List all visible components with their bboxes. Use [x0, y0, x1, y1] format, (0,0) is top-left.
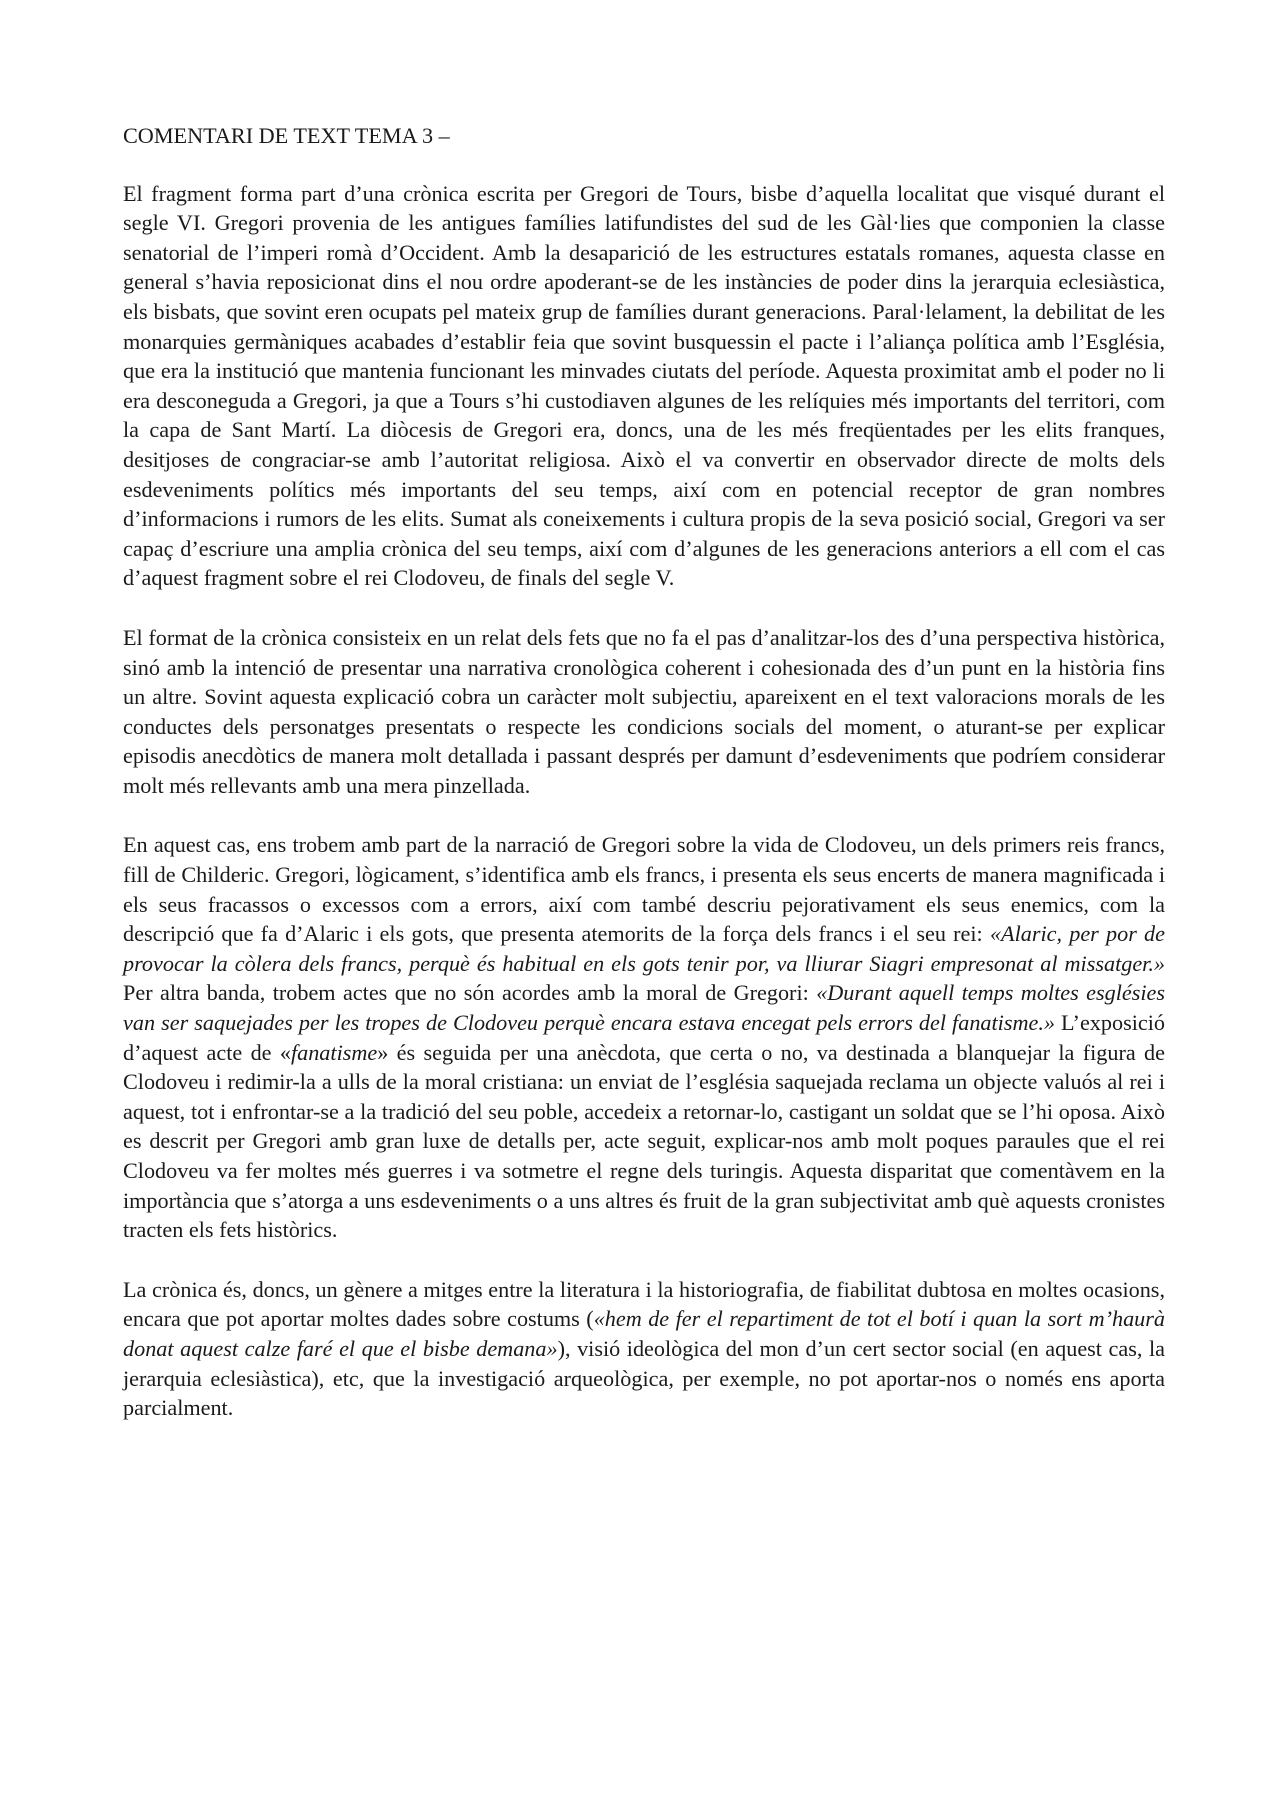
paragraph-2 [123, 623, 1165, 801]
paragraph-1 [123, 179, 1165, 593]
quote-alaric: «Alaric, per por de provocar la còlera dels francs, perquè és habitual en els gots tenir por, va lliurar Siagri empresonat al missatger.» [123, 921, 1165, 976]
paragraph-text: La crònica és, doncs, un gènere a mitges entre la literatura i la historiografia, de fiabilitat dubtosa en moltes ocasions, encara que pot aportar moltes dades sobre costums ( [123, 1276, 1165, 1332]
paragraph-3 [123, 830, 1165, 1244]
paragraph-4 [123, 1275, 1165, 1423]
quote-esglesies: «Durant aquell temps moltes esglésies van ser saquejades per les tropes de Clodoveu perquè encara estava encegat pels errors del fanatisme.» [123, 980, 1166, 1036]
emphasis-fanatisme: fanatisme [290, 1039, 378, 1065]
paragraph-text: El format de la crònica consisteix en un relat dels fets que no fa el pas d’analitzar-los des d’una perspectiva històrica, sinó amb la intenció de presentar una narrativa cronològica coherent i cohesionada des d’un punt en la història fins un altre. Sovint aquesta explicació cobra un caràcter molt subjectiu, apareixent en el text valoracions morals de les conductes dels personatges presentats o respecte les condicions socials del moment, o aturant-se per explicar episodis anecdòtics de manera molt detallada i passant després per damunt d’esdeveniments que podríem considerar molt més rellevants amb una mera pinzellada. [123, 624, 1165, 798]
document-body [123, 121, 1165, 1423]
paragraph-text: Per altra banda, trobem actes que no són acordes amb la moral de Gregori: [123, 980, 817, 1006]
paragraph-text: En aquest cas, ens trobem amb part de la narració de Gregori sobre la vida de Clodoveu, un dels primers reis francs, fill de Childeric. Gregori, lògicament, s’identifica amb els francs, i presenta els seus encerts de manera magnificada i els seus fracassos o excessos com a errors, així com també descriu pejorativament els seus enemics, com la descripció que fa d’Alaric i els gots, que presenta atemorits de la força dels francs i el seu rei: [123, 832, 1165, 947]
document-title: COMENTARI DE TEXT TEMA 3 – [123, 123, 450, 148]
paragraph-text: » és seguida per una anècdota, que certa o no, va destinada a blanquejar la figura de Clodoveu i redimir-la a ulls de la moral cristiana: un enviat de l’església saquejada reclama un objecte valuós al rei i aquest, tot i enfrontar-se a la tradició del seu poble, accedeix a retornar-lo, castigant un soldat que se l’hi oposa. Això es descrit per Gregori amb gran luxe de detalls per, acte seguit, explicar-nos amb molt poques paraules que el rei Clodoveu va fer moltes més guerres i va sotmetre el regne dels turingis. Aquesta disparitat que comentàvem en la importància que s’atorga a uns esdeveniments o a uns altres és fruit de la gran subjectivitat amb què aquests cronistes tracten els fets històrics. [123, 1039, 1165, 1243]
quote-repartiment: «hem de fer el repartiment de tot el botí i quan la sort m’haurà donat aquest calze faré el que el bisbe demana» [123, 1306, 1165, 1361]
paragraph-text: ), visió ideològica del mon d’un cert sector social (en aquest cas, la jerarquia eclesiàstica), etc, que la investigació arqueològica, per exemple, no pot aportar-nos o només ens aporta parcialment. [123, 1335, 1165, 1421]
paragraph-text: El fragment forma part d’una crònica escrita per Gregori de Tours, bisbe d’aquella localitat que visqué durant el segle VI. Gregori provenia de les antigues famílies latifundistes del sud de les Gàl·lies que componien la classe senatorial de l’imperi romà d’Occident. Amb la desaparició de les estructures estatals romanes, aquesta classe en general s’havia reposicionat dins el nou ordre apoderant-se de les instàncies de poder dins la jerarquia eclesiàstica, els bisbats, que sovint eren ocupats pel mateix grup de famílies durant generacions. Paral·lelament, la debilitat de les monarquies germàniques acabades d’establir feia que sovint busquessin el pacte i l’aliança política amb l’Església, que era la institució que mantenia funcionant les minvades ciutats del període. Aquesta proximitat amb el poder no li era desconeguda a Gregori, ja que a Tours s’hi custodiaven algunes de les relíquies més importants del territori, com la capa de Sant Martí. La diòcesis de Gregori era, doncs, una de les més freqüentades per les elits franques, desitjoses de congraciar-se amb l’autoritat religiosa. Això el va convertir en observador directe de molts dels esdeveniments polítics més importants del seu temps, així com en potencial receptor de gran nombres d’informacions i rumors de les elits. Sumat als coneixements i cultura propis de la seva posició social, Gregori va ser capaç d’escriure una amplia crònica del seu temps, així com d’algunes de les generacions anteriors a ell com el cas d’aquest fragment sobre el rei Clodoveu, de finals del segle V. [123, 180, 1165, 591]
paragraph-text: L’exposició d’aquest acte de « [123, 1010, 1165, 1065]
